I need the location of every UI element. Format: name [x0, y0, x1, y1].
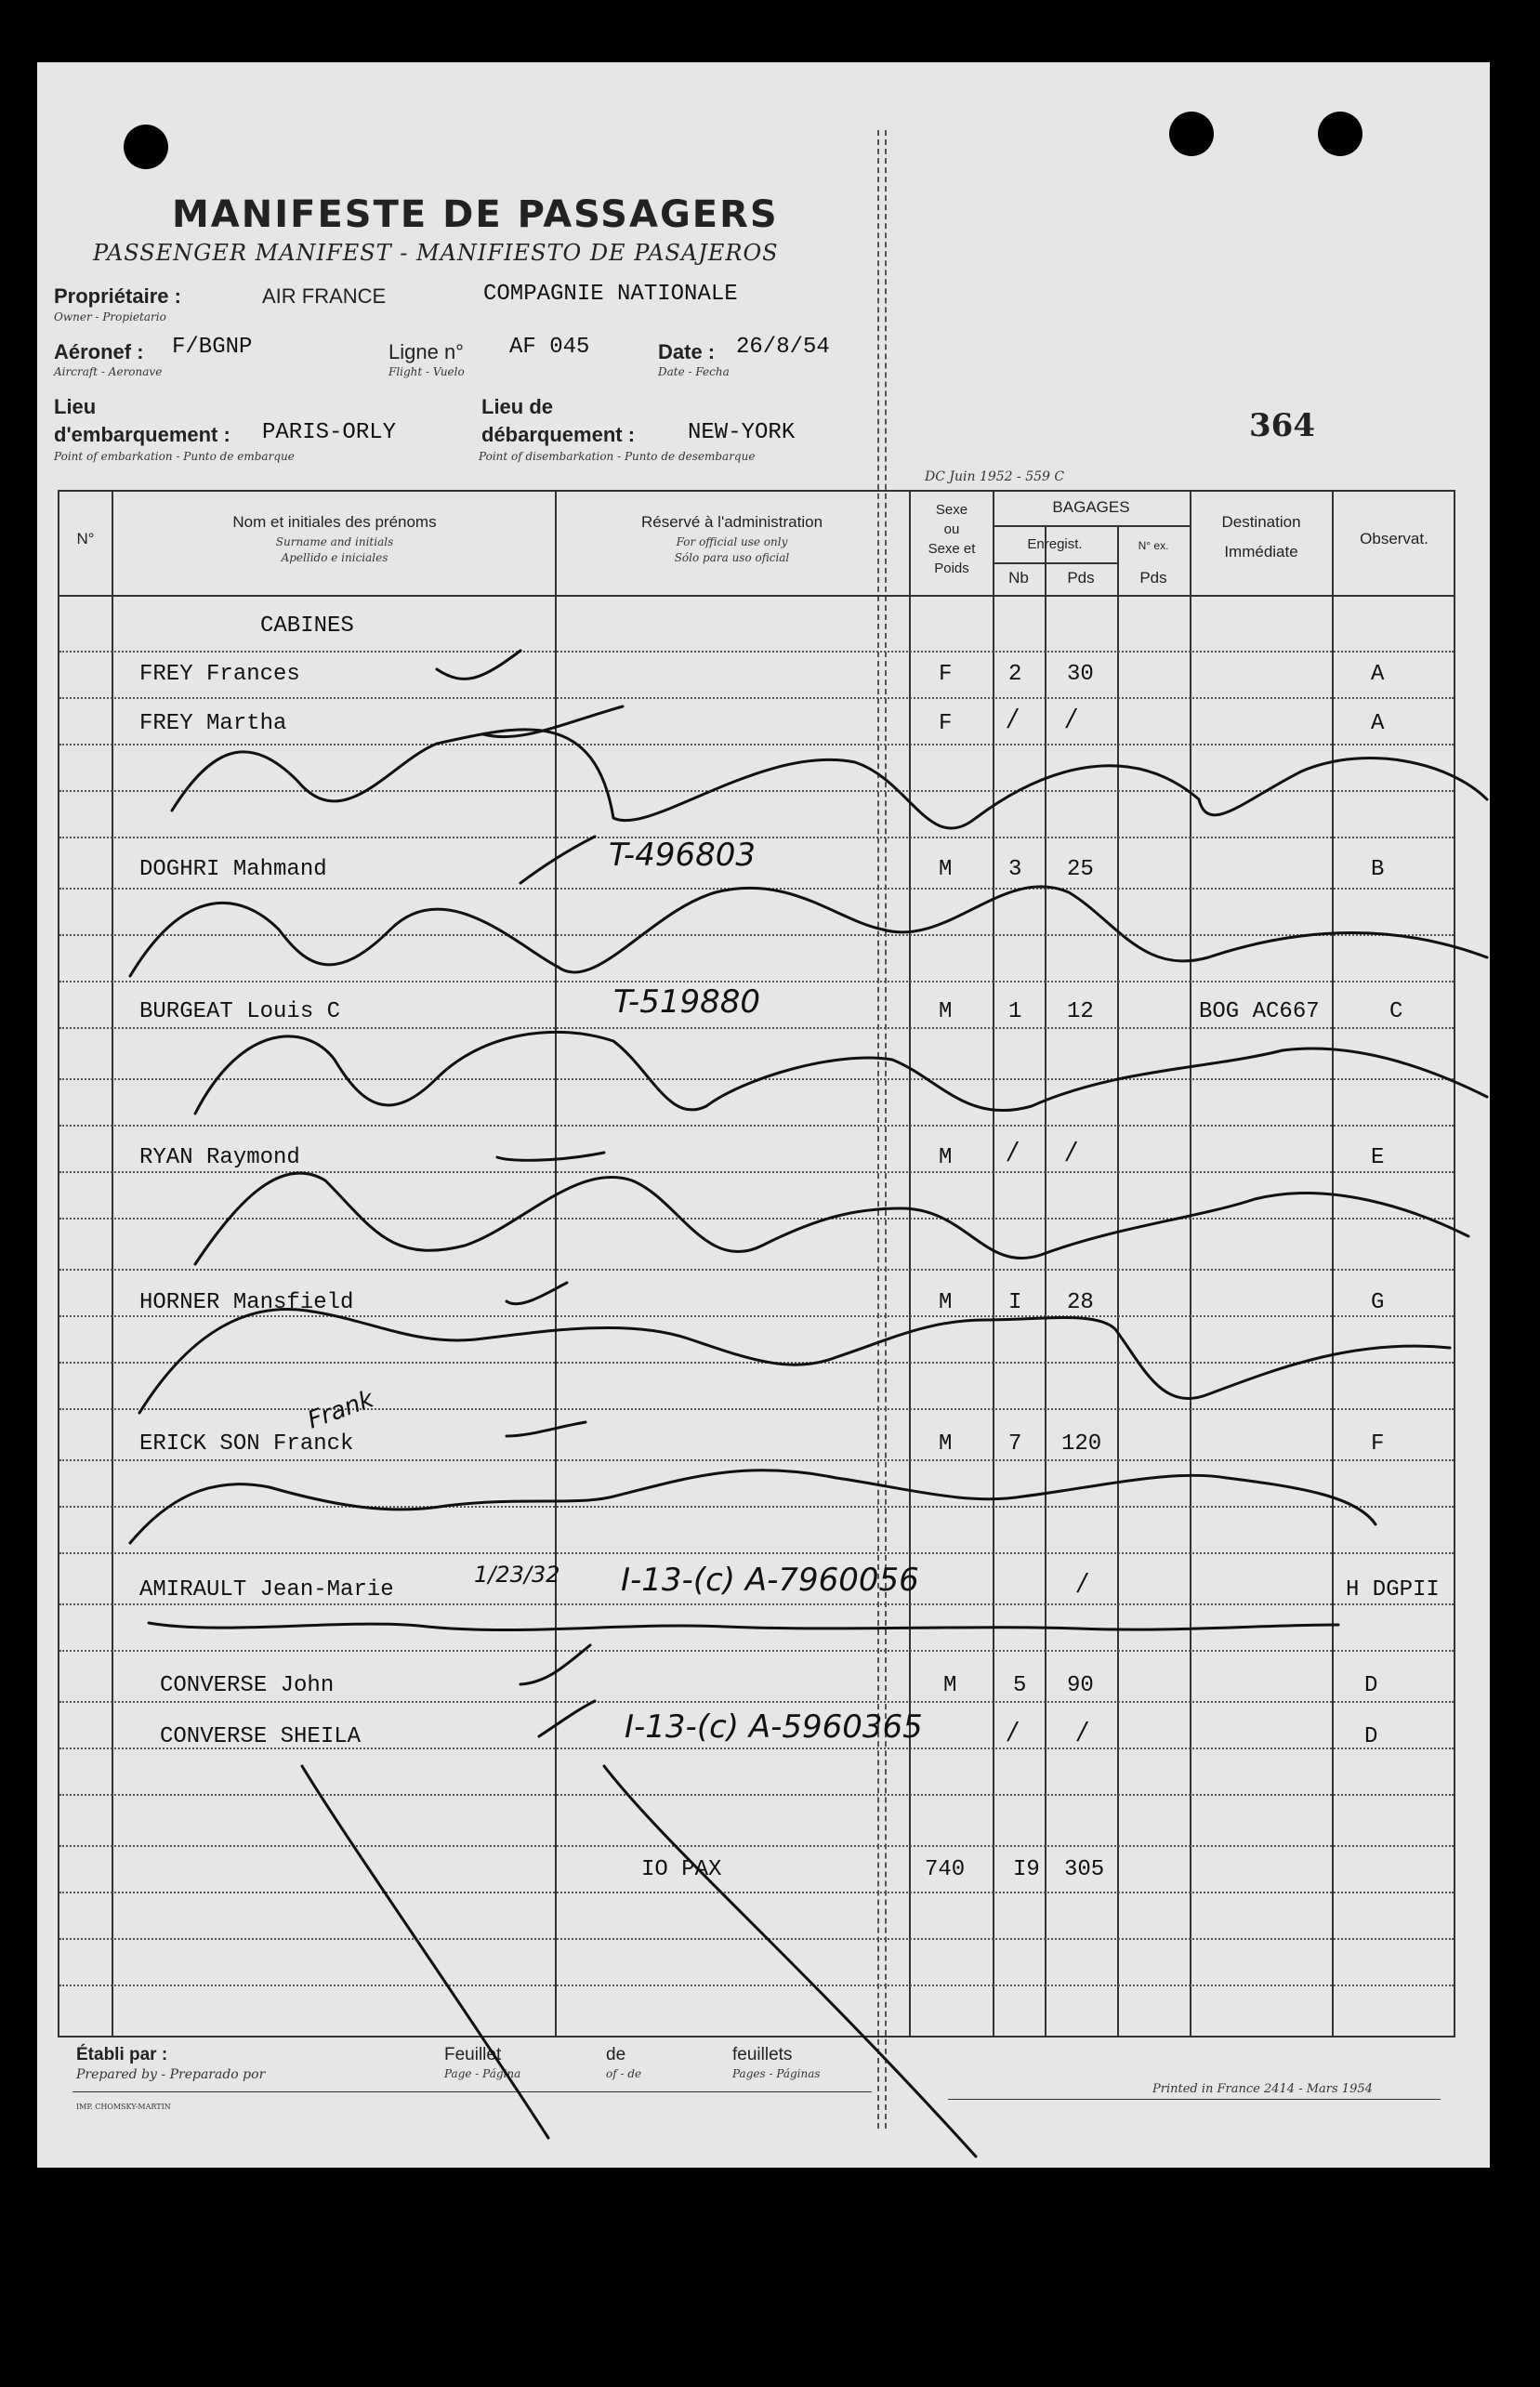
- date-sub: Date - Fecha: [658, 365, 730, 378]
- col-destination-2: Immédiate: [1224, 543, 1298, 560]
- col-divider: [993, 490, 994, 2038]
- col-no: N°: [76, 530, 95, 547]
- date-value: 26/8/54: [736, 335, 830, 360]
- observation: F: [1371, 1431, 1385, 1457]
- document-subtitle: PASSENGER MANIFEST - MANIFIESTO DE PASAJEROS: [93, 240, 779, 266]
- row-rule: [59, 837, 1454, 838]
- total-bag-count: I9: [1013, 1857, 1040, 1882]
- punch-hole: [1318, 112, 1362, 156]
- row-rule: [59, 1701, 1454, 1703]
- bag-weight: /: [1067, 705, 1075, 732]
- bag-weight: 12: [1067, 999, 1094, 1024]
- row-rule: [59, 888, 1454, 890]
- passenger-name: AMIRAULT Jean-Marie: [139, 1577, 394, 1602]
- observation: D: [1364, 1673, 1378, 1698]
- col-sex-4: Poids: [934, 560, 969, 576]
- footer-line: [948, 2099, 1441, 2100]
- line-sub: Flight - Vuelo: [388, 365, 465, 378]
- debark-label-1: Lieu de: [481, 395, 554, 418]
- admin-note: I-13-(c) A-7960056: [621, 1562, 919, 1599]
- passenger-name: CONVERSE John: [160, 1673, 335, 1698]
- total-bag-weight: 305: [1064, 1857, 1105, 1882]
- row-rule: [59, 1845, 1454, 1847]
- row-rule: [59, 651, 1454, 653]
- col-enregist: Enregist.: [1027, 536, 1083, 552]
- owner-value2: COMPAGNIE NATIONALE: [483, 282, 738, 307]
- admin-note: Frank: [304, 1385, 378, 1435]
- col-nb: Nb: [1008, 569, 1029, 587]
- passenger-sex: M: [943, 1673, 957, 1698]
- row-rule: [59, 1408, 1454, 1410]
- row-rule: [59, 1171, 1454, 1173]
- passenger-name: FREY Frances: [139, 662, 300, 687]
- row-rule: [59, 1506, 1454, 1508]
- col-name-sub1: Surname and initials: [275, 535, 394, 548]
- punch-hole: [124, 125, 168, 169]
- row-rule: [59, 1362, 1454, 1364]
- col-bagages: BAGAGES: [1052, 498, 1130, 516]
- bag-count: /: [1008, 1718, 1017, 1746]
- row-rule: [59, 1892, 1454, 1893]
- aircraft-label: Aéronef :: [54, 340, 144, 363]
- bag-weight: 90: [1067, 1673, 1094, 1698]
- passenger-sex: F: [939, 711, 953, 736]
- form-code: DC Juin 1952 - 559 C: [925, 469, 1065, 484]
- observation: G: [1371, 1290, 1385, 1315]
- printer-imprint: IMP. CHOMSKY-MARTIN: [76, 2103, 171, 2111]
- col-sex-3: Sexe et: [928, 541, 976, 557]
- enregist-divider: [993, 562, 1117, 564]
- destination: BOG AC667: [1199, 999, 1320, 1024]
- bag-count: I: [1008, 1290, 1022, 1315]
- owner-sub: Owner - Propietario: [54, 310, 166, 323]
- bag-count: 2: [1008, 662, 1022, 687]
- of-sub: of - de: [606, 2067, 642, 2080]
- row-rule: [59, 790, 1454, 792]
- row-rule: [59, 1459, 1454, 1461]
- observation: A: [1371, 711, 1385, 736]
- line-value: AF 045: [509, 335, 590, 360]
- bag-weight: 30: [1067, 662, 1094, 687]
- col-divider: [1332, 490, 1334, 2038]
- total-passengers: IO PAX: [641, 1857, 722, 1882]
- passenger-sex: M: [939, 857, 953, 882]
- row-rule: [59, 1125, 1454, 1127]
- passenger-sex: M: [939, 1431, 953, 1457]
- footer-line: [72, 2091, 872, 2092]
- admin-note: I-13-(c) A-5960365: [625, 1708, 923, 1746]
- of-label: de: [606, 2045, 626, 2064]
- debark-value: NEW-YORK: [688, 420, 796, 445]
- document-title: MANIFESTE DE PASSAGERS: [172, 193, 779, 236]
- debark-sub: Point of disembarkation - Punto de desembarque: [479, 450, 756, 463]
- total-weight: 740: [925, 1857, 966, 1882]
- line-label: Ligne n°: [388, 340, 464, 363]
- row-rule: [59, 934, 1454, 936]
- owner-value: AIR FRANCE: [262, 284, 387, 308]
- col-admin-sub1: For official use only: [676, 535, 788, 548]
- row-rule: [59, 981, 1454, 982]
- row-rule: [59, 1269, 1454, 1271]
- page-label: Feuillet: [444, 2045, 502, 2064]
- col-name-sub2: Apellido e iniciales: [281, 551, 388, 564]
- bag-weight: /: [1078, 1569, 1086, 1597]
- pages-label: feuillets: [732, 2045, 793, 2064]
- col-nex: N° ex.: [1138, 539, 1169, 552]
- printed-note: Printed in France 2414 - Mars 1954: [1152, 2082, 1373, 2096]
- header-divider: [58, 595, 1455, 597]
- row-rule: [59, 1078, 1454, 1080]
- bag-count: 3: [1008, 857, 1022, 882]
- embark-label-2: d'embarquement :: [54, 423, 230, 446]
- prepared-by-sub: Prepared by - Preparado por: [76, 2067, 266, 2082]
- passenger-name: BURGEAT Louis C: [139, 999, 341, 1024]
- admin-note: T-496803: [609, 837, 756, 874]
- passenger-sex: M: [939, 999, 953, 1024]
- col-admin: Réservé à l'administration: [640, 513, 823, 531]
- col-destination: Destination: [1221, 513, 1301, 531]
- col-name: Nom et initiales des prénoms: [232, 513, 437, 531]
- bag-weight: 28: [1067, 1290, 1094, 1315]
- embark-value: PARIS-ORLY: [262, 420, 397, 445]
- row-rule: [59, 697, 1454, 699]
- row-rule: [59, 1027, 1454, 1029]
- page-sub: Page - Página: [444, 2067, 521, 2080]
- col-divider: [909, 490, 911, 2038]
- passenger-name: HORNER Mansfield: [139, 1290, 354, 1315]
- passenger-name: CONVERSE SHEILA: [160, 1724, 362, 1749]
- col-pds2: Pds: [1139, 569, 1167, 587]
- passenger-sex: M: [939, 1290, 953, 1315]
- owner-label: Propriétaire :: [54, 284, 181, 308]
- page-number: 364: [1249, 407, 1315, 444]
- observation: A: [1371, 662, 1385, 687]
- row-rule: [59, 1315, 1454, 1317]
- aircraft-value: F/BGNP: [172, 335, 253, 360]
- row-rule: [59, 1650, 1454, 1652]
- debark-label-2: débarquement :: [481, 423, 636, 446]
- embark-label-1: Lieu: [54, 395, 97, 418]
- col-pds: Pds: [1067, 569, 1095, 587]
- passenger-sex: F: [939, 662, 953, 687]
- prepared-by-label: Établi par :: [76, 2045, 168, 2064]
- row-rule: [59, 1552, 1454, 1554]
- passenger-sex: M: [939, 1145, 953, 1170]
- section-label: CABINES: [260, 613, 354, 639]
- bag-weight: /: [1067, 1138, 1075, 1166]
- observation: B: [1371, 857, 1385, 882]
- row-rule: [59, 1985, 1454, 1986]
- col-divider: [1117, 525, 1119, 2038]
- row-rule: [59, 1603, 1454, 1605]
- observation: E: [1371, 1145, 1385, 1170]
- passenger-name: ERICK SON Franck: [139, 1431, 354, 1457]
- bag-count: 5: [1013, 1673, 1027, 1698]
- col-divider: [112, 490, 113, 2038]
- bag-weight: 120: [1061, 1431, 1102, 1457]
- col-sex-2: ou: [943, 521, 960, 537]
- row-rule: [59, 1938, 1454, 1940]
- date-note: 1/23/32: [474, 1562, 560, 1588]
- aircraft-sub: Aircraft - Aeronave: [54, 365, 163, 378]
- passenger-name: FREY Martha: [139, 711, 287, 736]
- bag-weight: 25: [1067, 857, 1094, 882]
- observation: C: [1389, 999, 1403, 1024]
- date-label: Date :: [658, 340, 716, 363]
- punch-hole: [1169, 112, 1214, 156]
- bag-count: /: [1008, 705, 1017, 732]
- bag-count: 1: [1008, 999, 1022, 1024]
- col-observations: Observat.: [1360, 530, 1428, 547]
- col-admin-sub2: Sólo para uso oficial: [674, 551, 790, 564]
- col-sex-1: Sexe: [935, 502, 968, 518]
- bag-count: /: [1008, 1138, 1017, 1166]
- pages-sub: Pages - Páginas: [732, 2067, 821, 2080]
- col-divider: [555, 490, 557, 2038]
- passenger-name: RYAN Raymond: [139, 1145, 300, 1170]
- bag-weight: /: [1078, 1718, 1086, 1746]
- observation: D: [1364, 1724, 1378, 1749]
- bag-count: 7: [1008, 1431, 1022, 1457]
- row-rule: [59, 1794, 1454, 1796]
- passenger-name: DOGHRI Mahmand: [139, 857, 327, 882]
- admin-note: T-519880: [613, 983, 760, 1021]
- embark-sub: Point of embarkation - Punto de embarque: [54, 450, 295, 463]
- row-rule: [59, 1218, 1454, 1220]
- col-divider: [1190, 490, 1191, 2038]
- row-rule: [59, 744, 1454, 745]
- observation: H DGPII: [1346, 1577, 1440, 1602]
- bagages-divider: [993, 525, 1190, 527]
- col-divider: [1045, 525, 1046, 2038]
